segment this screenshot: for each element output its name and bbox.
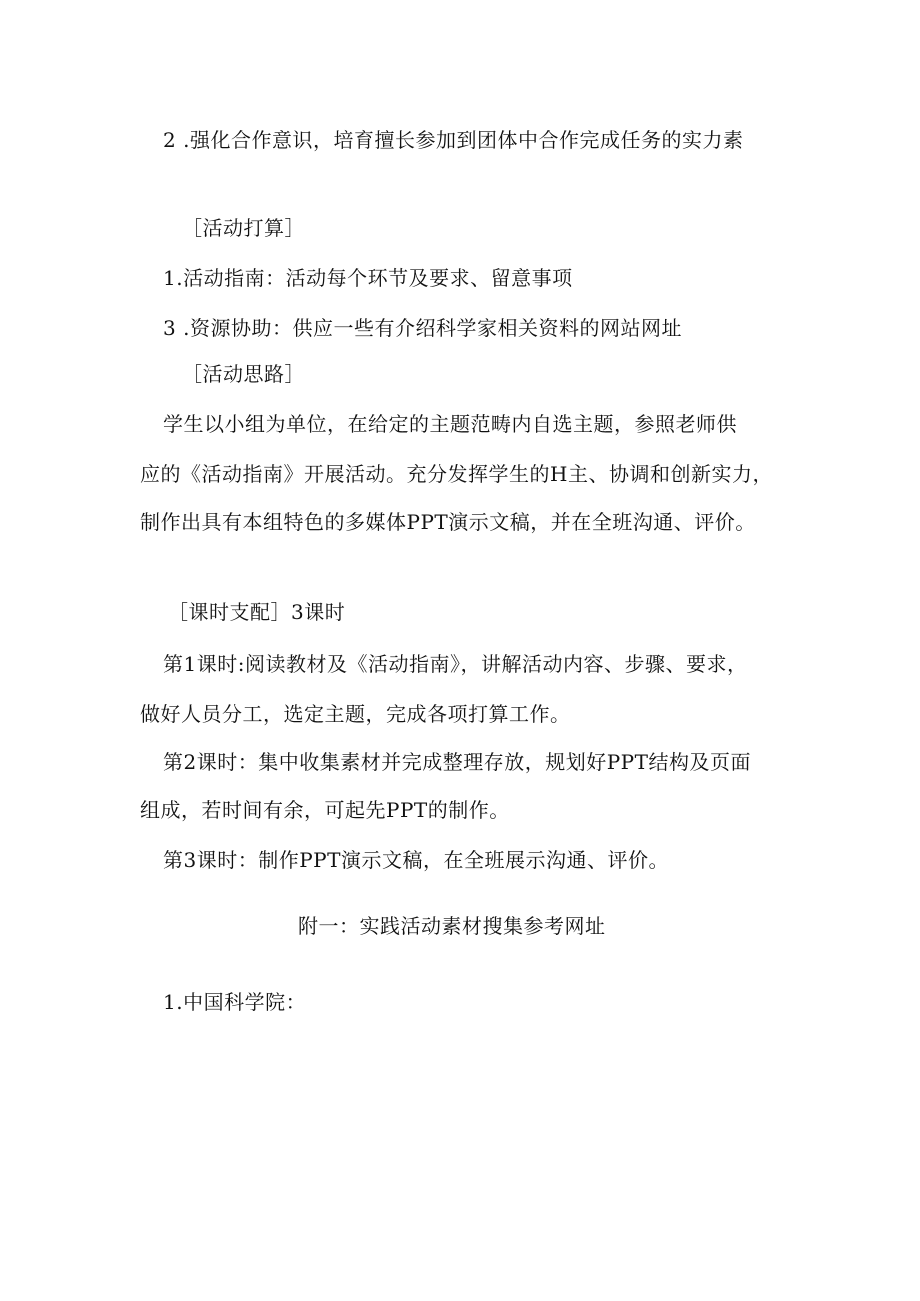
idea-paragraph-line-1: 学生以小组为单位，在给定的主题范畴内自选主题，参照老师供 xyxy=(163,412,737,436)
lesson-1-line-2: 做好人员分工，选定主题，完成各项打算工作。 xyxy=(140,702,571,726)
appendix-title: 附一：实践活动素材搜集参考网址 xyxy=(298,914,606,938)
lesson-2-line-1: 第2课时：集中收集素材并完成整理存放，规划好PPT结构及页面 xyxy=(163,750,751,774)
lesson-2-line-2: 组成，若时间有余，可起先PPT的制作。 xyxy=(140,798,510,822)
appendix-item-1: 1.中国科学院： xyxy=(163,990,307,1014)
objective-2: 2 .强化合作意识，培育擅长参加到团体中合作完成任务的实力素 xyxy=(163,128,744,152)
prep-item-1: 1.活动指南：活动每个环节及要求、留意事项 xyxy=(163,266,573,290)
prep-item-3: 3 .资源协助：供应一些有介绍科学家相关资料的网站网址 xyxy=(163,316,682,340)
prep-heading: ［活动打算］ xyxy=(182,216,305,240)
idea-paragraph-line-2: 应的《活动指南》开展活动。充分发挥学生的H主、协调和创新实力， xyxy=(140,462,773,486)
schedule-heading: ［课时支配］3课时 xyxy=(168,600,346,624)
idea-paragraph-line-3: 制作出具有本组特色的多媒体PPT演示文稿，并在全班沟通、评价。 xyxy=(140,510,756,534)
idea-heading: ［活动思路］ xyxy=(182,362,305,386)
lesson-3: 第3课时：制作PPT演示文稿，在全班展示沟通、评价。 xyxy=(163,848,669,872)
lesson-1-line-1: 第1课时:阅读教材及《活动指南》，讲解活动内容、步骤、要求， xyxy=(163,652,748,676)
